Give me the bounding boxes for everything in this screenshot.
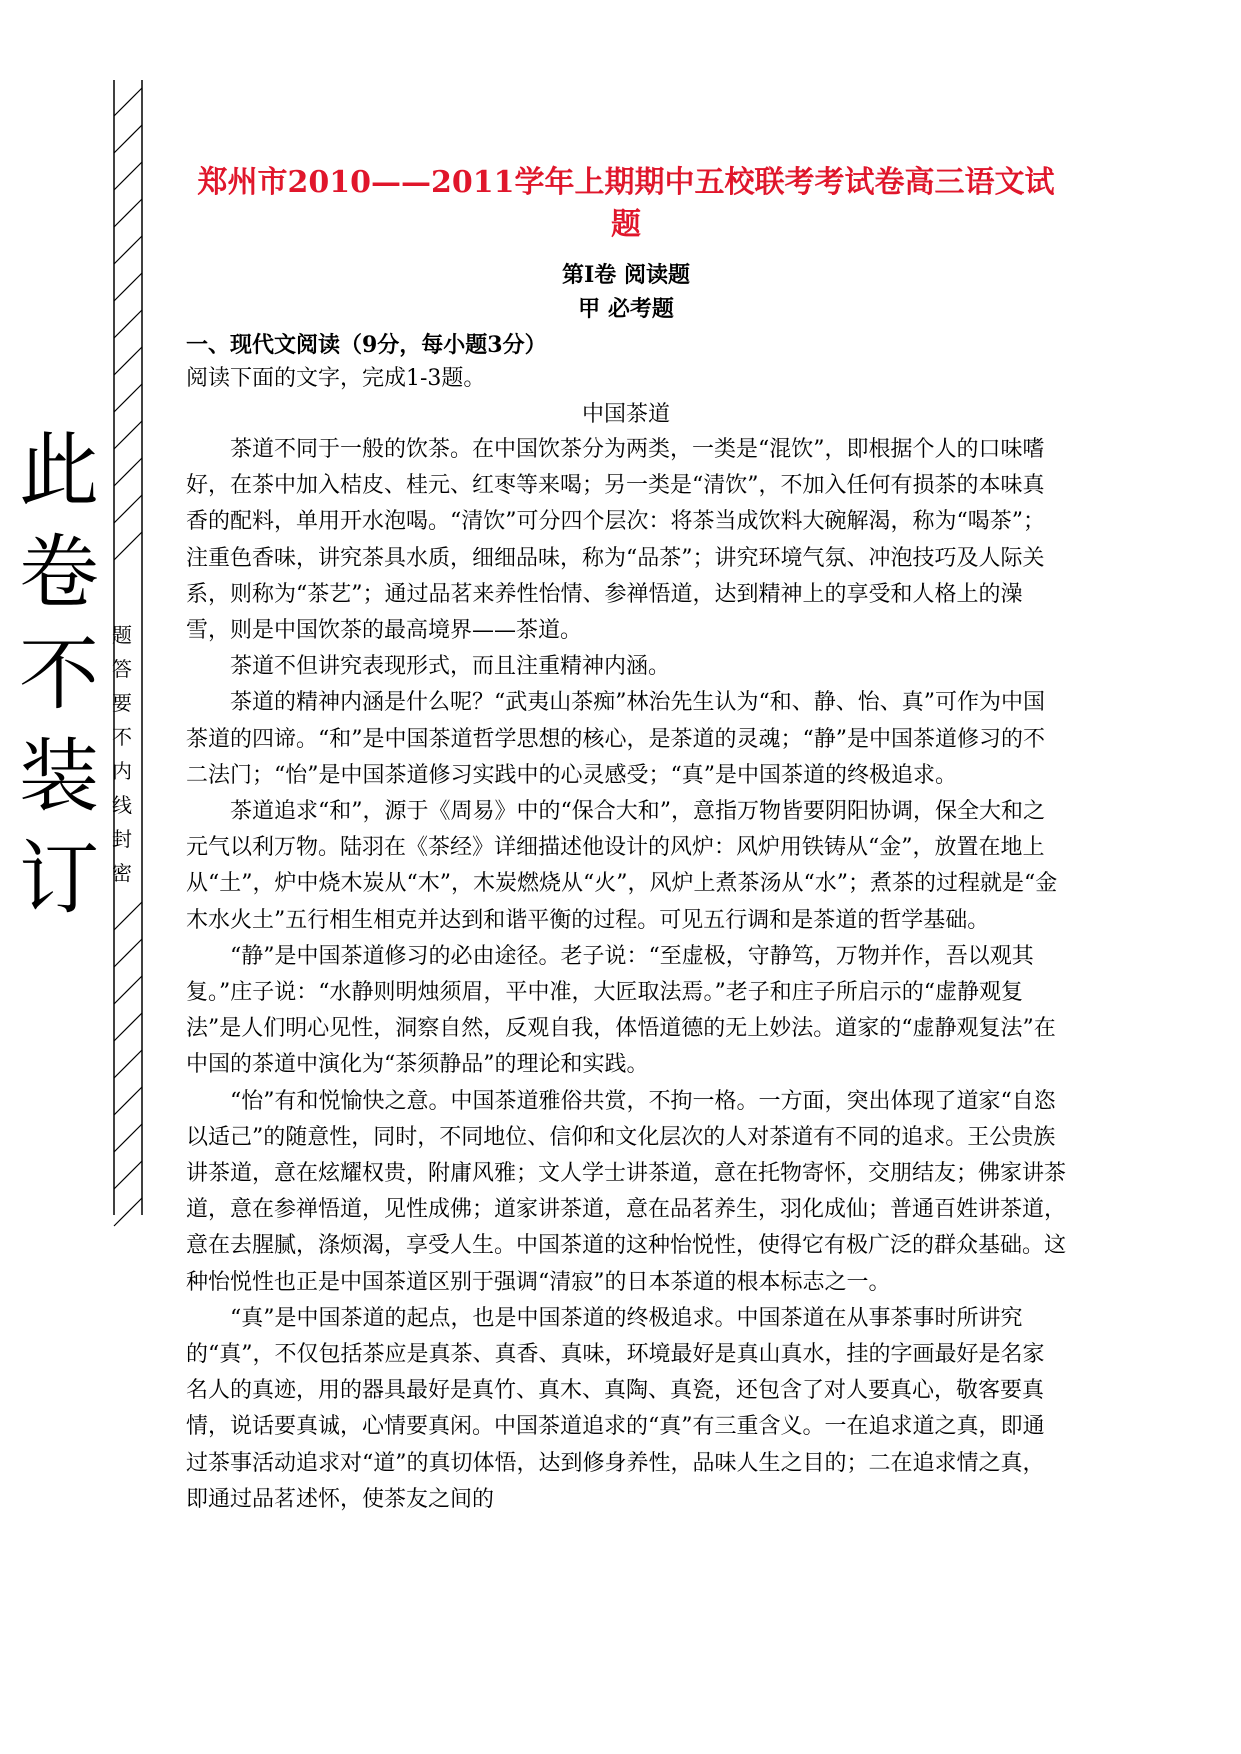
margin-char: 不 — [19, 628, 99, 721]
hatch-line — [114, 384, 142, 412]
hatch-line — [114, 902, 142, 930]
margin-small-char: 不 — [112, 725, 132, 749]
margin-char: 此 — [19, 424, 99, 517]
passage-paragraph: 茶道不但讲究表现形式，而且注重精神内涵。 — [230, 654, 671, 680]
margin-small-char: 答 — [112, 657, 132, 681]
hatch-line — [114, 347, 142, 375]
hatch-line — [114, 1013, 142, 1041]
exam-content — [186, 162, 1066, 1518]
section-heading: 一、现代文阅读（9分，每小题3分） — [186, 332, 547, 358]
hatch-line — [114, 1124, 142, 1152]
hatch-line — [114, 976, 142, 1004]
hatch-line — [114, 236, 142, 264]
hatch-line — [114, 310, 142, 338]
binding-warning-small — [108, 618, 136, 890]
hatch-line — [114, 125, 142, 153]
passage-paragraph: “静”是中国茶道修习的必由途径。老子说：“至虚极，守静笃，万物并作，吾以观其复。”庄子说：“水静则明烛须眉，平中准，大匠取法焉。”老子和庄子所启示的“虚静观复法”是人们明心见性，洞察自然，反观自我，体悟道德的无上妙法。道家的“虚静观复法”在中国的茶道中演化为“茶须静品”的理论和实践。 — [186, 943, 1056, 1078]
passage-title: 中国茶道 — [581, 402, 670, 427]
passage-paragraph: 茶道不同于一般的饮茶。在中国饮茶分为两类，一类是“混饮”，即根据个人的口味嗜好，在茶中加入桔皮、桂元、红枣等来喝；另一类是“清饮”，不加入任何有损茶的本味真香的配料，单用开水泡喝。“清饮”可分四个层次：将茶当成饮料大碗解渴，称为“喝茶”；注重色香味，讲究茶具水质，细细品味，称为“品茶”；讲究环境气氛、冲泡技巧及人际关系，则称为“茶艺”；通过品茗来养性怡情、参禅悟道，达到精神上的享受和人格上的澡雪，则是中国饮茶的最高境界——茶道。 — [186, 437, 1045, 644]
hatch-line — [114, 1161, 142, 1189]
hatch-line — [114, 421, 142, 449]
hatch-line — [114, 1087, 142, 1115]
hatch-line — [114, 532, 142, 560]
margin-char: 卷 — [19, 526, 99, 619]
margin-char: 订 — [19, 832, 99, 925]
passage-paragraph: 茶道追求“和”，源于《周易》中的“保合大和”，意指万物皆要阴阳协调，保全大和之元气以利万物。陆羽在《茶经》详细描述他设计的风炉：风炉用铁铸从“金”，放置在地上从“土”，炉中烧木炭从“木”，木炭燃烧从“火”，风炉上煮茶汤从“水”；煮茶的过程就是“金木水火土”五行相生相克并达到和谐平衡的过程。可见五行调和是茶道的哲学基础。 — [186, 799, 1058, 933]
hatch-line — [114, 495, 142, 523]
hatch-line — [114, 162, 142, 190]
passage-paragraph: 茶道的精神内涵是什么呢？“武夷山茶痴”林治先生认为“和、静、怡、真”可作为中国茶道的四谛。“和”是中国茶道哲学思想的核心，是茶道的灵魂；“静”是中国茶道修习的不二法门；“怡”是中国茶道修习实践中的心灵感受；“真”是中国茶道的终极追求。 — [186, 690, 1045, 788]
margin-small-char: 要 — [112, 691, 132, 715]
part-heading: 甲 必考题 — [578, 296, 674, 322]
hatch-line — [114, 88, 142, 116]
exam-title: 郑州市2010——2011学年上期期中五校联考考试卷高三语文试题 — [197, 165, 1055, 242]
passage-paragraph: “怡”有和悦愉快之意。中国茶道雅俗共赏，不拘一格。一方面，突出体现了道家“自恣以适己”的随意性，同时，不同地位、信仰和文化层次的人对茶道有不同的追求。王公贵族讲茶道，意在炫耀权贵，附庸风雅；文人学士讲茶道，意在托物寄怀，交朋结友；佛家讲茶道，意在参禅悟道，见性成佛；道家讲茶道，意在品茗养生，羽化成仙；普通百姓讲茶道，意在去腥腻，涤烦渴，享受人生。中国茶道的这种怡悦性，使得它有极广泛的群众基础。这种怡悦性也正是中国茶道区别于强调“清寂”的日本茶道的根本标志之一。 — [186, 1088, 1067, 1295]
margin-small-char: 题 — [112, 623, 132, 647]
margin-small-char: 内 — [112, 759, 132, 783]
hatch-line — [114, 273, 142, 301]
binding-warning-large — [18, 420, 100, 930]
passage-paragraph: “真”是中国茶道的起点，也是中国茶道的终极追求。中国茶道在从事茶事时所讲究的“真”，不仅包括茶应是真茶、真香、真味，环境最好是真山真水，挂的字画最好是名家名人的真迹，用的器具最好是真竹、真木、真陶、真瓷，还包含了对人要真心，敬客要真情，说话要真诚，心情要真闲。中国茶道追求的“真”有三重含义。一在追求道之真，即通过茶事活动追求对“道”的真切体悟，达到修身养性，品味人生之目的；二在追求情之真，即通过品茗述怀，使茶友之间的 — [186, 1305, 1045, 1512]
hatch-line — [114, 939, 142, 967]
margin-small-char: 封 — [112, 827, 132, 851]
margin-char: 装 — [19, 730, 99, 823]
hatch-line — [114, 1050, 142, 1078]
volume-heading: 第Ⅰ卷 阅读题 — [562, 262, 690, 288]
section-instruction: 阅读下面的文字，完成1-3题。 — [186, 366, 486, 391]
hatch-line — [114, 1198, 142, 1226]
hatch-line — [114, 458, 142, 486]
margin-small-char: 线 — [112, 793, 132, 817]
margin-small-char: 密 — [112, 861, 132, 885]
hatch-line — [114, 199, 142, 227]
